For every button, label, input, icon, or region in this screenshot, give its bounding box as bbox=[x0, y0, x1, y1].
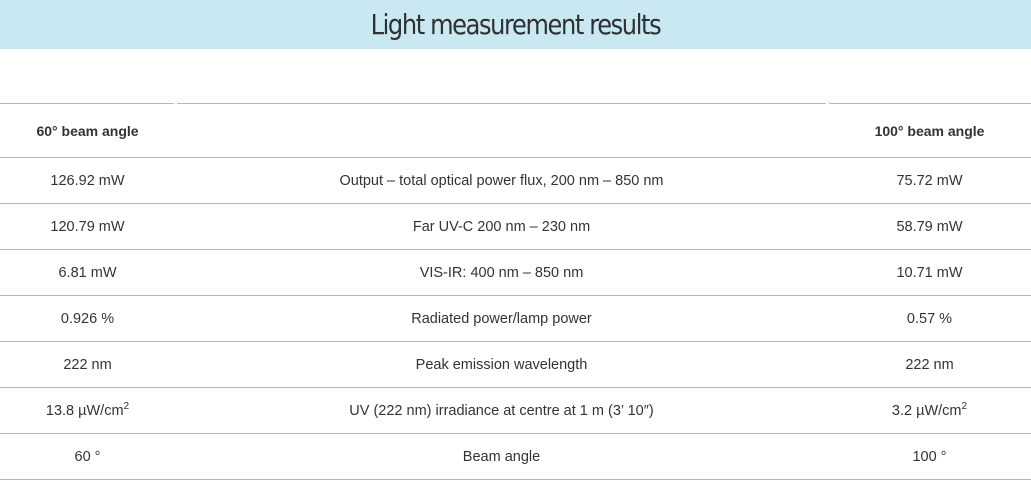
cell-parameter: Radiated power/lamp power bbox=[175, 296, 828, 342]
unit-exponent: 2 bbox=[961, 400, 968, 412]
cell-parameter: Output – total optical power flux, 200 nm – 850 nm bbox=[175, 158, 828, 204]
title-banner bbox=[0, 0, 1031, 49]
table-row bbox=[0, 388, 1031, 434]
unit-exponent: 2 bbox=[123, 400, 130, 412]
cell-60-value: 0.926 % bbox=[0, 296, 175, 342]
irradiance-60-value: 13.8 µW/cm bbox=[45, 402, 124, 419]
cell-100-value: 58.79 mW bbox=[828, 204, 1031, 250]
cell-100-value bbox=[828, 388, 1031, 434]
table-row bbox=[0, 250, 1031, 296]
cell-100-value: 100 ° bbox=[828, 434, 1031, 480]
cell-60-value: 126.92 mW bbox=[0, 158, 175, 204]
cell-60-value: 120.79 mW bbox=[0, 204, 175, 250]
page-title: Light measurement results bbox=[370, 8, 661, 41]
cell-100-value: 75.72 mW bbox=[828, 158, 1031, 204]
cell-parameter: Beam angle bbox=[175, 434, 828, 480]
header-100-beam-angle: 100° beam angle bbox=[828, 104, 1031, 158]
table-row bbox=[0, 434, 1031, 480]
table-row bbox=[0, 204, 1031, 250]
table-header-row bbox=[0, 104, 1031, 158]
cell-60-value: 6.81 mW bbox=[0, 250, 175, 296]
header-rule-gap bbox=[174, 102, 177, 105]
table-row bbox=[0, 296, 1031, 342]
header-60-beam-angle: 60° beam angle bbox=[0, 104, 175, 158]
cell-parameter: VIS-IR: 400 nm – 850 nm bbox=[175, 250, 828, 296]
cell-60-value bbox=[0, 388, 175, 434]
header-rule-gap bbox=[826, 102, 829, 105]
irradiance-100-value: 3.2 µW/cm bbox=[891, 402, 962, 419]
cell-60-value: 60 ° bbox=[0, 434, 175, 480]
cell-100-value: 0.57 % bbox=[828, 296, 1031, 342]
cell-60-value: 222 nm bbox=[0, 342, 175, 388]
cell-100-value: 222 nm bbox=[828, 342, 1031, 388]
light-measurement-table bbox=[0, 103, 1031, 480]
table-row bbox=[0, 342, 1031, 388]
cell-parameter: Peak emission wavelength bbox=[175, 342, 828, 388]
table-row bbox=[0, 158, 1031, 204]
header-parameter bbox=[175, 104, 828, 158]
cell-100-value: 10.71 mW bbox=[828, 250, 1031, 296]
cell-parameter: Far UV-C 200 nm – 230 nm bbox=[175, 204, 828, 250]
cell-parameter: UV (222 nm) irradiance at centre at 1 m (3’ 10″) bbox=[175, 388, 828, 434]
